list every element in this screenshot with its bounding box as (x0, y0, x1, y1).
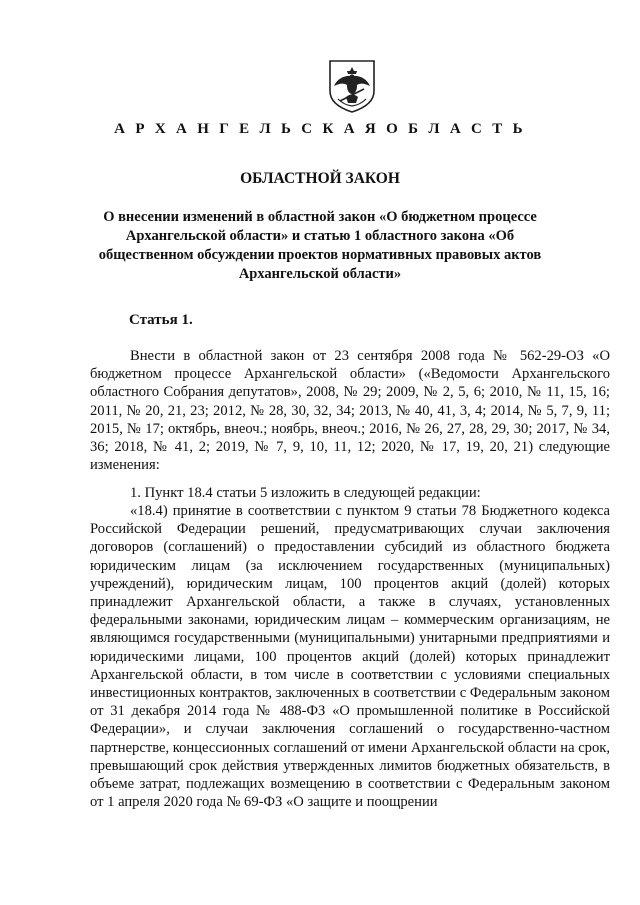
law-type: ОБЛАСТНОЙ ЗАКОН (240, 170, 400, 187)
article-heading: Статья 1. (129, 312, 193, 328)
law-title: О внесении изменений в областной закон «О бюджетном процессе Архангельской области» и статью 1 областного закона «Об общественном обсуждении проектов нормативных правовых актов Архангельской области» (98, 209, 542, 282)
coat-of-arms-icon (326, 59, 378, 113)
region-name: А Р Х А Н Г Е Л Ь С К А Я О Б Л А С Т Ь (114, 121, 526, 137)
paragraph: 1. Пункт 18.4 статьи 5 изложить в следующей редакции: (130, 485, 481, 501)
paragraph: Внести в областной закон от 23 сентября 2008 года № 562-29-ОЗ «О бюджетном процессе Архангельской области» («Ведомости Архангельского областного Собрания депутатов», 2008, № 29; 2009, № 2, 5, 6; 2010, № 11, 15, 16; 2011, № 20, 21, 23; 2012, № 28, 30, 32, 34; 2013, № 40, 41, 3, 4; 2014, № 5, 7, 9, 11; 2015, № 17; октябрь, внеоч.; ноябрь, внеоч.; 2016, № 26, 27, 28, 29, 30; 2017, № 34, 36; 2018, № 41, 2; 2019, № 7, 9, 10, 11, 12; 2020, № 17, 19, 20, 21) следующие изменения: (90, 348, 610, 474)
paragraph: «18.4) принятие в соответствии с пунктом 9 статьи 78 Бюджетного кодекса Российской Федерации решений, предусматривающих случаи заключения договоров (соглашений) о предоставлении субсидий из областного бюджета юридическим лицам (за исключением государственных (муниципальных) учреждений), юридическим лицам, 100 процентов акций (долей) которых принадлежит Архангельской области, а также в случаях, установленных федеральными законами, юридическим лицам – коммерческим организациям, не являющимся государственными (муниципальными) унитарными предприятиями и юридическими лицами, 100 процентов акций (долей) которых принадлежит Архангельской области, в том числе в соответствии с условиями специальных инвестиционных контрактов, заключенных в соответствии с Федеральным законом от 31 декабря 2014 года № 488-ФЗ «О промышленной политике в Российской Федерации», и случаи заключения соглашений о государственно-частном партнерстве, концессионных соглашений от имени Архангельской области на срок, превышающий срок действия утвержденных лимитов бюджетных обязательств, в объеме затрат, подлежащих возмещению в соответствии с Федеральным законом от 1 апреля 2020 года № 69-ФЗ «О защите и поощрении (90, 503, 611, 811)
